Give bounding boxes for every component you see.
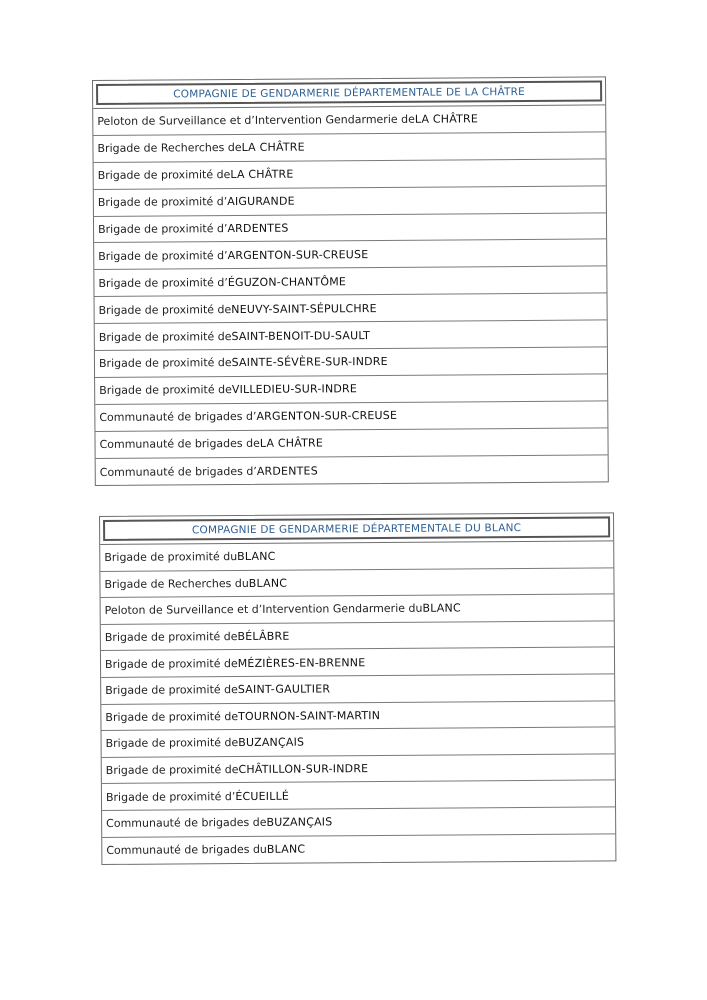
- unit-location: NEUVY-SAINT-SÉPULCHRE: [231, 301, 377, 316]
- table-row: [94, 213, 606, 243]
- table-row: [94, 159, 606, 189]
- table-row: [94, 240, 606, 270]
- unit-location: LA CHÂTRE: [414, 112, 479, 127]
- table-header: [93, 77, 605, 109]
- unit-location: BUZANÇAIS: [238, 736, 305, 750]
- section-title: COMPAGNIE DE GENDARMERIE DÉPARTEMENTALE DU BLANC: [103, 516, 610, 541]
- unit-type: Brigade de Recherches du: [104, 576, 249, 591]
- unit-type: Brigade de proximité de: [99, 383, 232, 398]
- table-row: [95, 347, 607, 377]
- unit-location: BLANC: [248, 576, 288, 590]
- unit-location: SAINT-BENOIT-DU-SAULT: [231, 328, 371, 343]
- unit-location: ÉGUZON-CHANTÔME: [227, 275, 347, 289]
- table-row: [102, 781, 615, 811]
- unit-location: MÉZIÈRES-EN-BRENNE: [237, 655, 366, 670]
- table-row: [100, 541, 613, 571]
- unit-location: ÉCUEILLÉ: [235, 789, 290, 803]
- unit-type: Brigade de proximité de: [98, 329, 232, 344]
- unit-location: BLANC: [266, 842, 306, 857]
- table-row: [94, 186, 606, 216]
- unit-type: Brigade de proximité d’: [98, 275, 228, 290]
- table-row: [101, 674, 614, 704]
- unit-location: SAINT-GAULTIER: [237, 682, 331, 697]
- table-row: [102, 834, 615, 864]
- table-row: [95, 428, 607, 458]
- unit-type: Brigade de Recherches de: [97, 141, 242, 156]
- unit-location: AIGURANDE: [227, 194, 295, 209]
- table-row: [101, 701, 614, 731]
- unit-location: BLANC: [237, 550, 276, 564]
- unit-type: Brigade de proximité de: [105, 683, 238, 698]
- table-row: [94, 267, 606, 297]
- unit-location: TOURNON-SAINT-MARTIN: [238, 708, 381, 723]
- unit-location: ARDENTES: [256, 463, 318, 478]
- unit-location: LA CHÂTRE: [230, 167, 294, 182]
- unit-type: Communauté de brigades de: [99, 436, 260, 452]
- unit-type: Communauté de brigades du: [106, 843, 267, 858]
- section-title: COMPAGNIE DE GENDARMERIE DÉPARTEMENTALE DE LA CHÂTRE: [96, 80, 602, 105]
- unit-location: ARDENTES: [227, 221, 289, 236]
- table-row: [95, 401, 607, 431]
- unit-type: Brigade de proximité de: [104, 656, 238, 671]
- unit-location: SAINTE-SÉVÈRE-SUR-INDRE: [231, 355, 388, 370]
- table-row: [101, 595, 614, 625]
- unit-location: VILLEDIEU-SUR-INDRE: [231, 382, 358, 397]
- table-row: [93, 105, 605, 135]
- unit-type: Brigade de proximité de: [105, 736, 239, 751]
- unit-type: Brigade de proximité de: [104, 630, 238, 645]
- table-row: [101, 621, 614, 651]
- table-compagnie-la-chatre: [92, 76, 609, 486]
- table-row: [101, 648, 614, 678]
- unit-type: Brigade de proximité de: [98, 356, 232, 371]
- unit-location: LA CHÂTRE: [241, 140, 305, 155]
- table-row: [100, 568, 613, 598]
- unit-type: Brigade de proximité d’: [97, 195, 228, 210]
- unit-type: Communauté de brigades d’: [99, 410, 257, 425]
- unit-type: Brigade de proximité de: [105, 763, 239, 778]
- table-row: [93, 132, 605, 162]
- unit-type: Brigade de proximité de: [97, 168, 231, 183]
- unit-type: Brigade de proximité d’: [105, 789, 236, 804]
- unit-type: Brigade de proximité de: [105, 709, 239, 724]
- table-compagnie-le-blanc: [99, 512, 616, 865]
- unit-location: BUZANÇAIS: [266, 815, 333, 830]
- unit-type: Brigade de proximité de: [98, 302, 232, 317]
- table-row: [95, 294, 607, 324]
- table-row: [102, 754, 615, 784]
- unit-location: BÉLÂBRE: [237, 629, 290, 644]
- unit-location: ARGENTON-SUR-CREUSE: [227, 247, 369, 262]
- table-row: [96, 455, 608, 485]
- unit-location: ARGENTON-SUR-CREUSE: [256, 409, 398, 424]
- unit-location: BLANC: [422, 601, 461, 616]
- unit-type: Brigade de proximité d’: [98, 248, 228, 263]
- unit-location: CHÂTILLON-SUR-INDRE: [238, 762, 369, 777]
- table-row: [102, 807, 615, 837]
- unit-type: Brigade de proximité du: [104, 550, 238, 565]
- unit-location: LA CHÂTRE: [259, 436, 324, 450]
- table-header: [100, 513, 613, 545]
- unit-type: Brigade de proximité d’: [97, 222, 228, 236]
- unit-type: Peloton de Surveillance et d’Intervention Gendarmerie du: [104, 602, 423, 618]
- unit-type: Communauté de brigades de: [106, 816, 267, 831]
- table-row: [95, 321, 607, 351]
- unit-type: Communauté de brigades d’: [99, 464, 257, 479]
- unit-type: Peloton de Surveillance et d’Intervention Gendarmerie de: [97, 113, 415, 129]
- table-row: [102, 728, 615, 758]
- table-row: [95, 374, 607, 404]
